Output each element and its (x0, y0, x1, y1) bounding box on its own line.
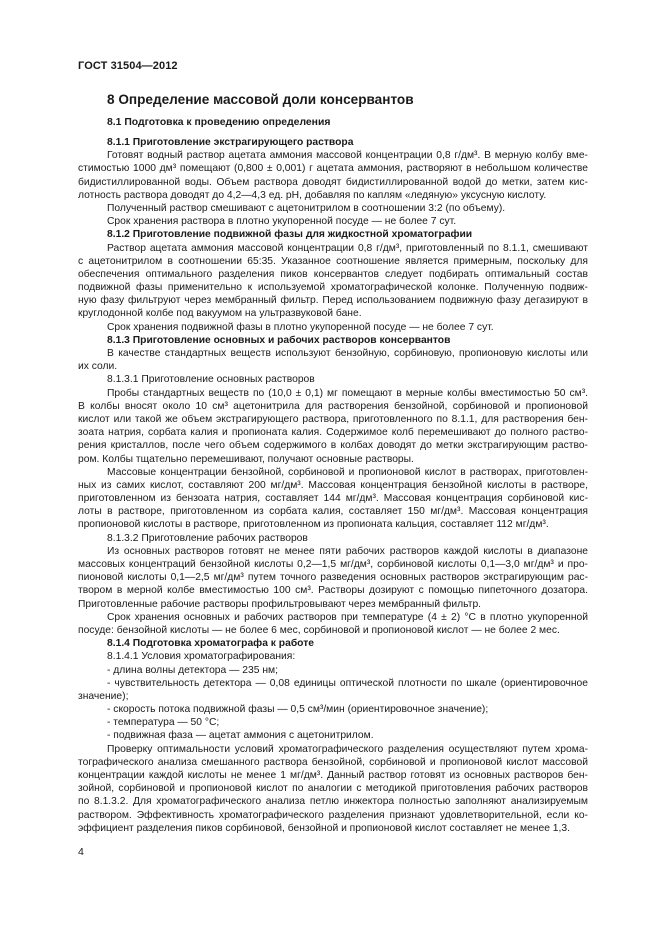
text-line: подвижной фазы применительно к используемой хроматографической колонке. Полученную подвиж- (78, 282, 588, 294)
text-line: 8.1.3.1 Приготовление основных растворов (107, 374, 315, 386)
text-line: Срок хранения подвижной фазы в плотно укупоренной посуде — не более 7 сут. (107, 321, 494, 333)
document-body (78, 136, 588, 835)
text-line: раствором. Эффективность хроматографического разделения признают удовлетворительной, если ко- (78, 809, 588, 821)
text-line: значение); (78, 690, 129, 702)
text-line: по 8.1.3.2. Для хроматографического анализа петлю инжектора полностью заполняют анализируемым (78, 796, 588, 808)
paragraph (78, 373, 588, 386)
text-line: зойной, сорбиновой и пропионовой кислот по аналогии с методикой приготовления рабочих растворов (78, 783, 588, 795)
subsection-heading (78, 334, 588, 347)
text-line: Полученный раствор смешивают с ацетонитрилом в соотношении 3:2 (по объему). (107, 202, 506, 214)
paragraph (78, 650, 588, 663)
subsection-heading (78, 228, 588, 241)
paragraph (78, 664, 588, 677)
text-line: В качестве стандартных веществ используют бензойную, сорбиновую, пропионовую кислоты или (107, 348, 588, 359)
page-number: 4 (78, 846, 84, 858)
text-line: массовых концентраций бензойной кислоты 0,2—1,5 мг/дм³, сорбиновой кислоты 0,1—3,0 мг/дм³ и про- (78, 559, 588, 570)
subsection-heading (78, 637, 588, 650)
text-line: - подвижная фаза — ацетат аммония с ацетонитрилом. (107, 730, 374, 742)
text-line: Срок хранения раствора в плотно укупоренной посуде — не более 7 сут. (107, 216, 457, 228)
text-line: 8.1.1 Приготовление экстрагирующего раствора (107, 137, 354, 148)
paragraph (78, 466, 588, 532)
text-line: бидистиллированной воды. Объем раствора доводят бидистиллированной водой до метки, затем кис- (78, 176, 588, 188)
paragraph (78, 729, 588, 742)
subsection-heading (78, 136, 588, 149)
text-line: эффициент разделения пиков сорбиновой, бензойной и пропионовой кислот составляет не менее 1,3. (78, 822, 570, 834)
text-line: Срок хранения основных и рабочих растворов при температуре (4 ± 2) °С в плотно укупоренной (107, 611, 588, 623)
text-line: обеспечения оптимального разделения пиков консервантов следует подбирать оптимальный состав (78, 268, 588, 280)
text-line: стимостью 1000 дм³ помещают (0,800 ± 0,001) г ацетата аммония, растворяют в небольшом количестве (78, 163, 588, 175)
text-line: твором в мерной колбе вместимостью 100 см³. Растворы дозируют с помощью пипеточного дозатора. (78, 585, 588, 597)
text-line: - скорость потока подвижной фазы — 0,5 см³/мин (ориентировочное значение); (107, 704, 489, 716)
text-line: - температура — 50 °С; (107, 717, 220, 729)
text-line: 8.1.2 Приготовление подвижной фазы для жидкостной хроматографии (107, 229, 473, 241)
text-line: пропионовой кислоты в растворе, приготовленном из пропионата кальция, составляет 112 мг/дм³. (78, 519, 549, 531)
text-line: Раствор ацетата аммония массовой концентрации 0,8 г/дм³, приготовленный по 8.1.1, смешивают (107, 242, 588, 254)
text-line: кислот или такой же объем экстрагирующего раствора, приготовленного по 8.1.1, для растворения бен- (78, 413, 588, 425)
text-line: концентрации каждой кислоты не менее 1 мг/дм³. Данный раствор готовят из основных растворов бен- (78, 770, 588, 781)
paragraph (78, 215, 588, 228)
text-line: ную фазу фильтруют через мембранный фильтр. Перед использованием подвижную фазу дегазируют в (78, 295, 588, 307)
text-line: 8.1.3 Приготовление основных и рабочих растворов консервантов (107, 334, 451, 346)
section-title: 8 Определение массовой доли консервантов (107, 92, 414, 107)
paragraph (78, 716, 588, 729)
paragraph (78, 611, 588, 637)
paragraph (78, 149, 588, 202)
text-line: Пробы стандартных веществ по (10,0 ± 0,1) мг помещают в мерные колбы вместимостью 50 см³. (107, 387, 588, 399)
text-line: 8.1.3.2 Приготовление рабочих растворов (107, 532, 308, 544)
paragraph (78, 321, 588, 334)
text-line: Из основных растворов готовят не менее пяти рабочих растворов каждой кислоты в диапазоне (107, 545, 588, 557)
text-line: пионовой кислоты 0,1—2,5 мг/дм³ путем точного разведения основных растворов экстрагирующим рас- (78, 572, 588, 584)
document-header: ГОСТ 31504—2012 (78, 60, 178, 72)
text-line: тографического анализа смешанного раствора бензойной, сорбиновой и пропионовой кислот массовой (78, 756, 588, 768)
text-line: с ацетонитрилом в соотношении 65:35. Указанное соотношение является примерным, поскольку для (78, 255, 588, 267)
text-line: 8.1.4 Подготовка хроматографа к работе (107, 638, 314, 650)
text-line: рения кристаллов, после чего объем содержимого в колбах доводят до метки экстрагирующим раство- (78, 440, 588, 452)
paragraph (78, 202, 588, 215)
text-line: Приготовленные рабочие растворы профильтровывают через мембранный фильтр. (78, 598, 482, 610)
paragraph (78, 703, 588, 716)
text-line: лоты в растворе, приготовленном из сорбата калия, составляет 150 мг/дм³. Массовая концентрация (78, 506, 588, 518)
text-line: лотность раствора доводят до 4,2—4,3 ед. pH, добавляя по каплям «ледяную» уксусную кислоту. (78, 189, 547, 201)
text-line: Массовые концентрации бензойной, сорбиновой и пропионовой кислот в растворах, приготовлен- (107, 466, 588, 478)
paragraph (78, 387, 588, 466)
subsection-title: 8.1 Подготовка к проведению определения (107, 117, 331, 128)
text-line: зоата натрия, сорбата калия и пропионата калия. Содержимое колб перемешивают до полного раство- (78, 427, 588, 439)
paragraph (78, 545, 588, 611)
text-line: круглодонной колбе под вакуумом на ультразвуковой бане. (78, 308, 362, 320)
text-line: - чувствительность детектора — 0,08 единицы оптической плотности по шкале (ориентировочное (107, 677, 588, 689)
paragraph (78, 242, 588, 321)
text-line: - длина волны детектора — 235 нм; (107, 664, 278, 676)
text-line: В колбы вносят около 10 см³ ацетонитрила для растворения бензойной, сорбиновой и пропионовой (78, 400, 588, 412)
text-line: Проверку оптимальности условий хроматографического разделения осуществляют путем хрома- (107, 743, 588, 755)
text-line: ром. Колбы тщательно перемешивают, получают основные растворы. (78, 453, 414, 465)
paragraph (78, 743, 588, 835)
text-line: их соли. (78, 361, 118, 373)
paragraph (78, 347, 588, 373)
text-line: 8.1.4.1 Условия хроматографирования: (107, 651, 296, 663)
text-line: ных из самих кислот, составляют 200 мг/дм³. Массовая концентрация бензойной кислоты в растворе, (78, 479, 588, 491)
paragraph (78, 532, 588, 545)
text-line: посуде: бензойной кислоты — не более 6 мес, сорбиновой и пропионовой кислот — не более 2 мес. (78, 624, 560, 636)
paragraph (78, 677, 588, 703)
text-line: Готовят водный раствор ацетата аммония массовой концентрации 0,8 г/дм³. В мерную колбу вме- (107, 150, 588, 162)
text-line: приготовленном из бензоата натрия, составляет 144 мг/дм³. Массовая концентрация сорбиновой кис- (78, 493, 588, 505)
